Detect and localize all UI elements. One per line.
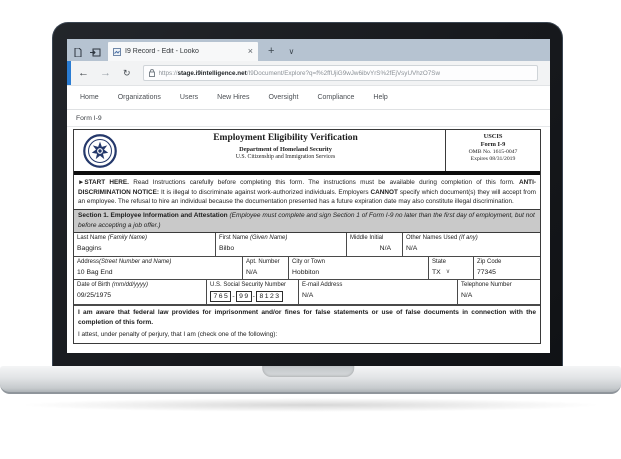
date-of-birth-field[interactable]: Date of Birth (mm/dd/yyyy) 09/25/1975 (74, 280, 207, 304)
expiration-date: Expires 08/31/2019 (470, 156, 516, 162)
nav-item-oversight[interactable]: Oversight (268, 94, 299, 101)
email-value: N/A (302, 291, 314, 299)
form-row-personal (74, 280, 540, 305)
start-here-notice: ►START HERE. Read Instructions carefully before completing this form. The instructions must be available during completion of this form. ANTI-DISCRIMINATION NOTICE: It is illegal to discriminate against work-authorized individuals. Employers CANNOT specify which document(s) they will accept from an employee. The refusal to hire an individual because the documentation presented has a future expiration date may also constitute illegal discrimination. (78, 179, 536, 206)
browser-tab-bar (67, 39, 550, 61)
other-names-value: N/A (406, 245, 418, 253)
form-title: Employment Eligibility Verification (213, 133, 358, 143)
laptop-bezel (52, 22, 563, 368)
perjury-notice: I am aware that federal law provides for imprisonment and/or fines for false statements or use of false documents in connection with the completion of this form. (74, 305, 540, 330)
other-names-field[interactable]: Other Names Used (If any) N/A (403, 233, 540, 255)
form-agency: U.S. Citizenship and Immigration Services (235, 154, 336, 160)
state-dropdown[interactable]: State TX ∨ (429, 257, 474, 279)
browser-window (67, 39, 550, 353)
attestation-line: I attest, under penalty of perjury, that I am (check one of the following): (78, 331, 278, 339)
form-row-name (74, 233, 540, 256)
form-omb-box (445, 130, 540, 171)
nav-item-organizations[interactable]: Organizations (117, 94, 161, 101)
browser-tab[interactable] (108, 42, 258, 61)
zip-code-value: 77345 (477, 268, 496, 276)
set-tabs-aside-icon[interactable] (90, 48, 101, 57)
state-value: TX (432, 268, 441, 276)
page-icon[interactable] (74, 48, 82, 57)
last-name-field[interactable]: Last Name (Family Name) Baggins (74, 233, 216, 255)
nav-item-compliance[interactable]: Compliance (317, 94, 355, 101)
url-text: https://stage.i9intelligence.net/I9Document/Explore?q=f%2ffUjiG9wJw6ibvYrS%2fEjVsyUVhzO7Sw (158, 69, 440, 77)
back-button[interactable]: ← (78, 66, 89, 79)
form-i9-paper (73, 129, 541, 344)
omb-number: OMB No. 1615-0047 (468, 149, 518, 155)
middle-initial-field[interactable]: Middle Initial N/A (347, 233, 403, 255)
form-header (74, 130, 540, 171)
middle-initial-value: N/A (379, 245, 391, 253)
date-of-birth-value: 09/25/1975 (77, 291, 112, 299)
tab-favicon (113, 43, 121, 61)
form-row-address (74, 257, 540, 280)
apt-number-field[interactable]: Apt. Number N/A (243, 257, 289, 279)
new-tab-button[interactable]: + (268, 45, 275, 57)
chevron-down-icon: ∨ (445, 269, 451, 276)
last-name-value: Baggins (77, 245, 102, 253)
dhs-seal-icon (74, 130, 126, 171)
window-accent-strip (67, 61, 71, 85)
forward-button[interactable]: → (100, 66, 111, 79)
nav-item-new-hires[interactable]: New Hires (217, 94, 250, 101)
first-name-field[interactable]: First Name (Given Name) Bilbo (216, 233, 347, 255)
zip-code-field[interactable]: Zip Code 77345 (474, 257, 540, 279)
ssn-value[interactable]: 765 - 99 - 8123 (210, 291, 295, 302)
nav-item-home[interactable]: Home (80, 94, 99, 101)
city-value: Hobbiton (292, 268, 320, 276)
nav-item-help[interactable]: Help (373, 94, 388, 101)
address-bar[interactable] (143, 65, 538, 81)
lock-icon (149, 65, 155, 81)
nav-item-users[interactable]: Users (179, 94, 199, 101)
first-name-value: Bilbo (219, 245, 235, 253)
browser-toolbar (67, 61, 550, 86)
city-field[interactable]: City or Town Hobbiton (289, 257, 429, 279)
laptop-shadow (18, 398, 603, 412)
uscis-label: USCIS (483, 133, 503, 140)
breadcrumb: Form I-9 (67, 110, 550, 127)
tab-close-icon[interactable]: × (247, 46, 253, 56)
section1-header: Section 1. Employee Information and Attestation (Employee must complete and sign Section 1 of Form I-9 no later than the first day of employment, but not before accepting a job offer.) (74, 209, 540, 234)
address-value: 10 Bag End (77, 268, 113, 276)
address-field[interactable]: Address(Street Number and Name) 10 Bag End (74, 257, 243, 279)
tab-preview-chevron-icon[interactable]: ∨ (288, 47, 295, 56)
app-navbar (67, 86, 550, 110)
laptop-base (0, 366, 621, 394)
laptop-base-notch (262, 366, 354, 377)
form-i9-container (67, 127, 550, 353)
telephone-value: N/A (461, 291, 473, 299)
form-department: Department of Homeland Security (239, 146, 332, 153)
tab-title: I9 Record - Edit - Looko (125, 48, 199, 55)
refresh-button[interactable]: ↻ (123, 67, 131, 78)
form-number: Form I-9 (480, 141, 506, 148)
telephone-field[interactable]: Telephone Number N/A (458, 280, 540, 304)
email-field[interactable]: E-mail Address N/A (299, 280, 458, 304)
ssn-field[interactable]: U.S. Social Security Number 765 - 99 - 8123 (207, 280, 299, 304)
apt-number-value: N/A (246, 268, 258, 276)
